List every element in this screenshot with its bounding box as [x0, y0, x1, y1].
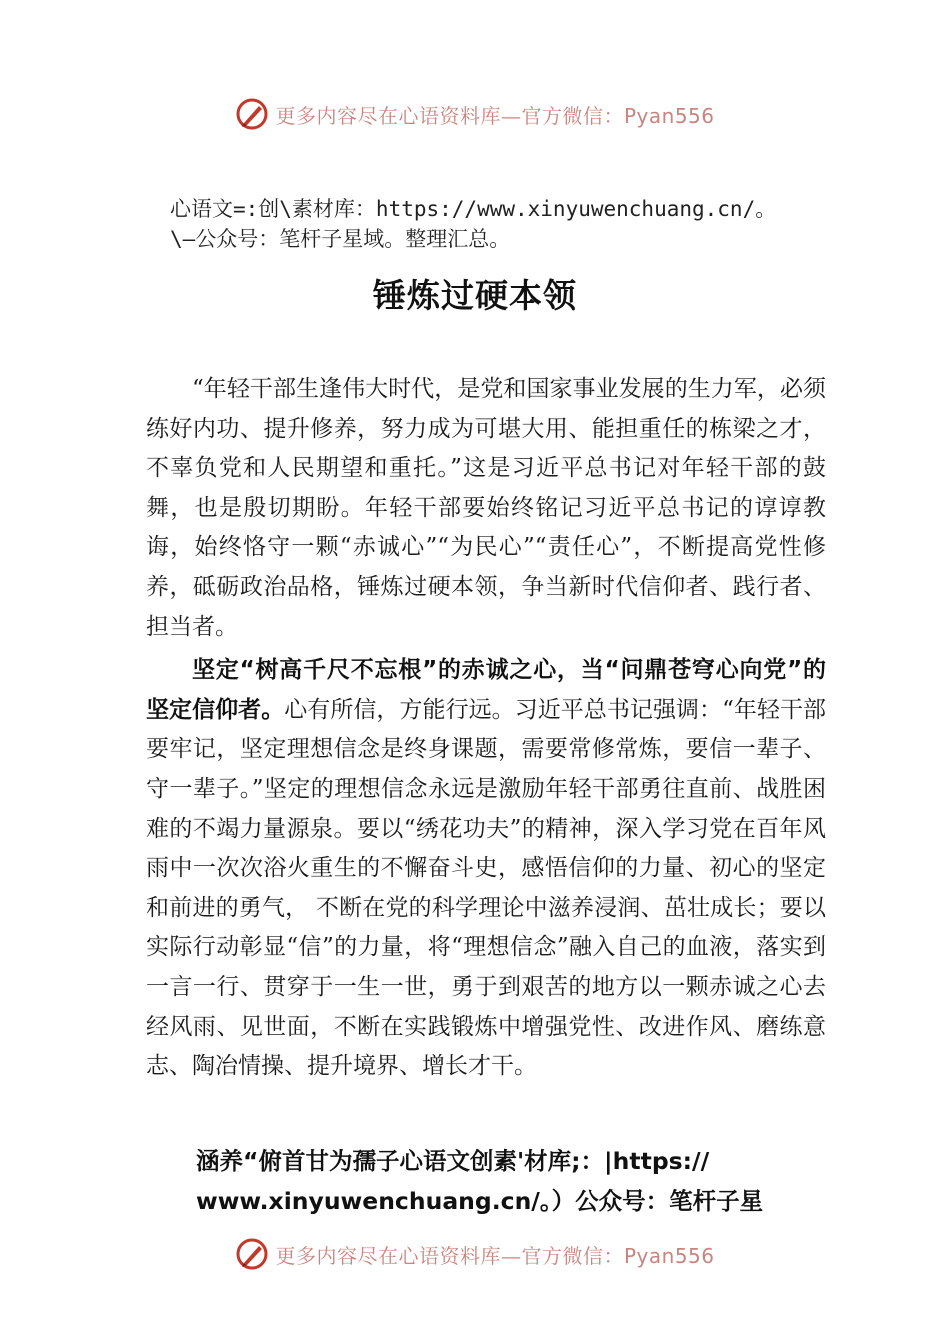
- banner-wechat-id: Pyan556: [623, 1243, 715, 1268]
- section-2-heading-line-1: 涵养“俯首甘为孺子心语文创素'材库;：|https://: [196, 1147, 710, 1175]
- banner-label: 更多内容尽在心语资料库—官方微信：: [275, 1243, 624, 1268]
- source-note: [170, 194, 870, 254]
- banner-text: [275, 1240, 714, 1269]
- source-line-2: \—公众号：笔杆子星域。整理汇总。: [170, 227, 511, 251]
- paragraph-section-1: [146, 651, 826, 1087]
- banner-text: [275, 100, 714, 129]
- source-line-1: 心语文=:创\素材库：https://www.xinyuwenchuang.cn/。: [170, 197, 777, 221]
- header-banner: [0, 92, 950, 136]
- paragraph-intro: “年轻干部生逢伟大时代，是党和国家事业发展的生力军，必须练好内功、提升修养，努力成为可堪大用、能担重任的栋梁之才，不辜负党和人民期望和重托。”这是习近平总书记对年轻干部的鼓舞，也是殷切期盼。年轻干部要始终铭记习近平总书记的谆谆教诲，始终恪守一颗“赤诚心”“为民心”“责任心”，不断提高党性修养，砥砺政治品格，锤炼过硬本领，争当新时代信仰者、践行者、担当者。: [146, 376, 826, 640]
- section-1-heading: 坚定“树高千尺不忘根”的赤诚之心，当“问鼎苍穹心向党”的坚定信仰者。: [146, 657, 826, 723]
- article-body: [146, 370, 826, 1087]
- footer-banner: [0, 1232, 950, 1276]
- article-title: 锤炼过硬本领: [373, 276, 577, 315]
- section-1-body: 心有所信，方能行远。习近平总书记强调：“年轻干部要牢记，坚定理想信念是终身课题，需要常修常炼，要信一辈子、守一辈子。”坚定的理想信念永远是激励年轻干部勇往直前、战胜困难的不竭力量源泉。要以“绣花功夫”的精神，深入学习党在百年风雨中一次次浴火重生的不懈奋斗史，感悟信仰的力量、初心的坚定和前进的勇气， 不断在党的科学理论中滋养浸润、茁壮成长；要以实际行动彰显“信”的力量，将“理想信念”融入自己的血液，落实到一言一行、贯穿于一生一世，勇于到艰苦的地方以一颗赤诚之心去经风雨、见世面，不断在实践锻炼中增强党性、改进作风、磨练意志、陶冶情操、提升境界、增长才干。: [146, 696, 827, 1080]
- banner-label: 更多内容尽在心语资料库—官方微信：: [275, 103, 624, 128]
- pen-logo-icon: [235, 97, 269, 131]
- banner-wechat-id: Pyan556: [623, 103, 715, 128]
- pen-logo-icon: [235, 1237, 269, 1271]
- section-2-heading-line-2: www.xinyuwenchuang.cn/。）公众号：笔杆子星: [196, 1187, 764, 1215]
